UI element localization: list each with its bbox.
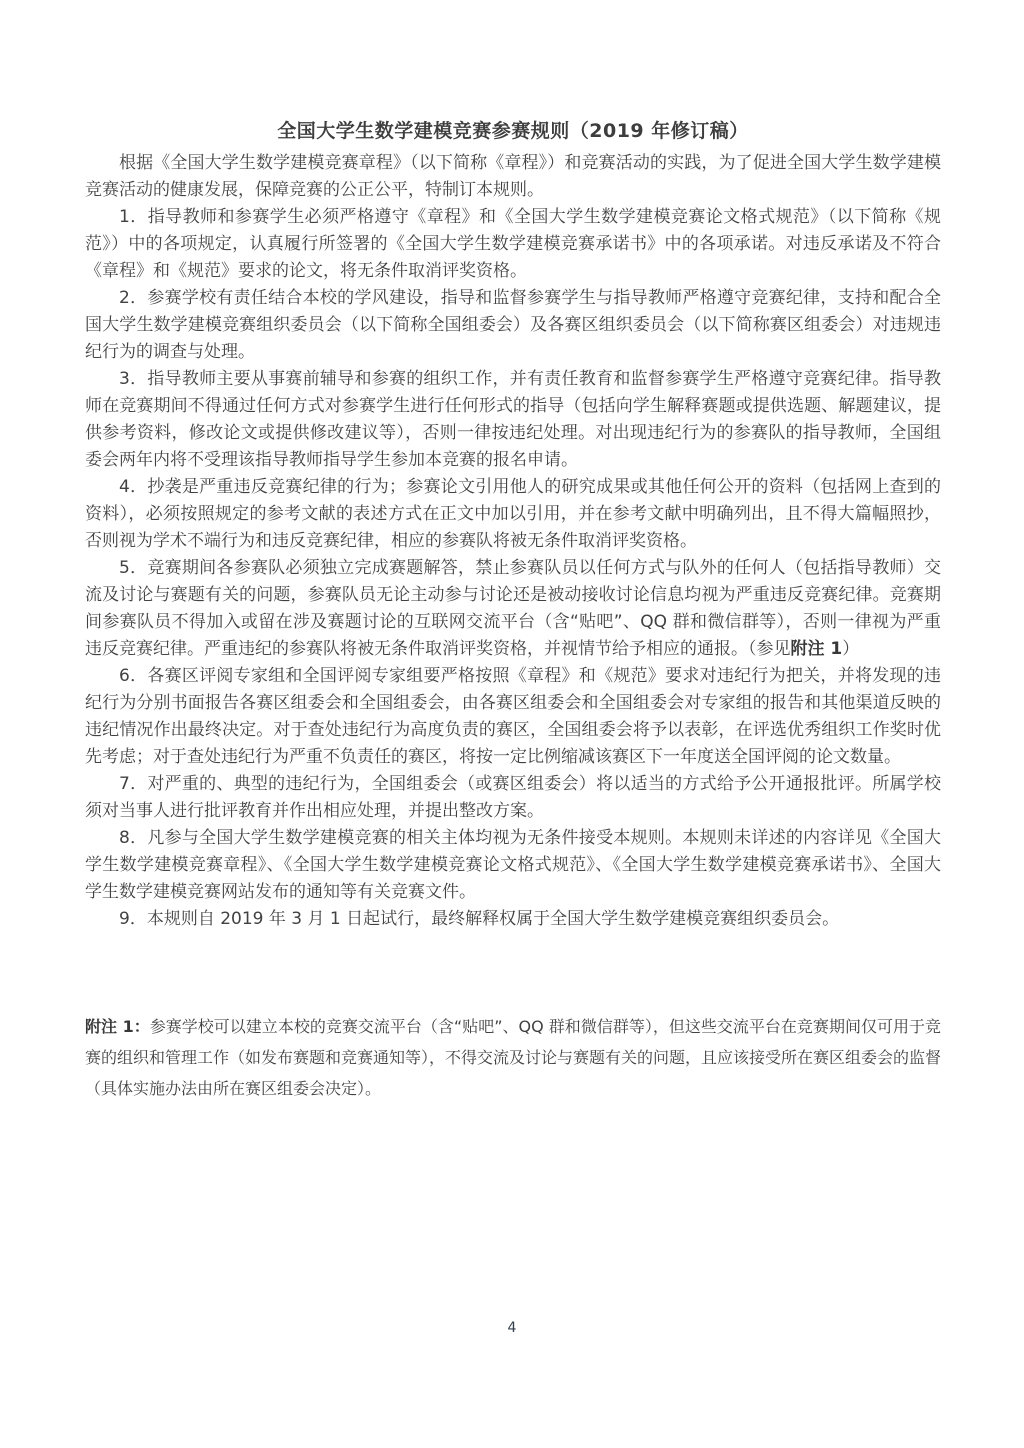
paragraph: 7．对严重的、典型的违纪行为，全国组委会（或赛区组委会）将以适当的方式给予公开通报批评。所属学校须对当事人进行批评教育并作出相应处理，并提出整改方案。 — [85, 774, 941, 821]
paragraph: 2．参赛学校有责任结合本校的学风建设，指导和监督参赛学生与指导教师严格遵守竞赛纪律，支持和配合全国大学生数学建模竞赛组织委员会（以下简称全国组委会）及各赛区组织委员会（以下简称赛区组委会）对违规违纪行为的调查与处理。 — [85, 288, 941, 362]
paragraph: 4．抄袭是严重违反竞赛纪律的行为；参赛论文引用他人的研究成果或其他任何公开的资料（包括网上查到的资料），必须按照规定的参考文献的表述方式在正文中加以引用，并在参考文献中明确列出，且不得大篇幅照抄，否则视为学术不端行为和违反竞赛纪律，相应的参赛队将被无条件取消评奖资格。 — [85, 477, 941, 551]
footnote-paragraph — [85, 1011, 941, 1104]
paragraph: 6．各赛区评阅专家组和全国评阅专家组要严格按照《章程》和《规范》要求对违纪行为把关，并将发现的违纪行为分别书面报告各赛区组委会和全国组委会，由各赛区组委会和全国组委会对专家组的报告和其他渠道反映的违纪情况作出最终决定。对于查处违纪行为高度负责的赛区，全国组委会将予以表彰，在评选优秀组织工作奖时优先考虑；对于查处违纪行为严重不负责任的赛区，将按一定比例缩减该赛区下一年度送全国评阅的论文数量。 — [85, 666, 941, 767]
paragraph: 1．指导教师和参赛学生必须严格遵守《章程》和《全国大学生数学建模竞赛论文格式规范》（以下简称《规范》）中的各项规定，认真履行所签署的《全国大学生数学建模竞赛承诺书》中的各项承诺。对违反承诺及不符合《章程》和《规范》要求的论文，将无条件取消评奖资格。 — [85, 207, 941, 281]
document-title: 全国大学生数学建模竞赛参赛规则（2019 年修订稿） — [277, 120, 749, 142]
paragraph: 8．凡参与全国大学生数学建模竞赛的相关主体均视为无条件接受本规则。本规则未详述的内容详见《全国大学生数学建模竞赛章程》、《全国大学生数学建模竞赛论文格式规范》、《全国大学生数学建模竞赛承诺书》、全国大学生数学建模竞赛网站发布的通知等有关竞赛文件。 — [85, 828, 941, 902]
paragraph: 3．指导教师主要从事赛前辅导和参赛的组织工作，并有责任教育和监督参赛学生严格遵守竞赛纪律。指导教师在竞赛期间不得通过任何方式对参赛学生进行任何形式的指导（包括向学生解释赛题或提供选题、解题建议，提供参考资料，修改论文或提供修改建议等），否则一律按违纪处理。对出现违纪行为的参赛队的指导教师，全国组委会两年内将不受理该指导教师指导学生参加本竞赛的报名申请。 — [85, 369, 941, 470]
document-content — [85, 118, 941, 1104]
paragraph: 附注 1：参赛学校可以建立本校的竞赛交流平台（含“贴吧”、QQ 群和微信群等），但这些交流平台在竞赛期间仅可用于竞赛的组织和管理工作（如发布赛题和竞赛通知等），不得交流及讨论与赛题有关的问题，且应该接受所在赛区组委会的监督（具体实施办法由所在赛区组委会决定）。 — [85, 1017, 942, 1098]
paragraph: 9．本规则自 2019 年 3 月 1 日起试行，最终解释权属于全国大学生数学建模竞赛组织委员会。 — [119, 909, 840, 929]
page-number: 4 — [507, 1320, 517, 1336]
paragraph: 根据《全国大学生数学建模竞赛章程》（以下简称《章程》）和竞赛活动的实践，为了促进全国大学生数学建模竞赛活动的健康发展，保障竞赛的公正公平，特制订本规则。 — [85, 153, 941, 200]
paragraph: 5．竞赛期间各参赛队必须独立完成赛题解答，禁止参赛队员以任何方式与队外的任何人（包括指导教师）交流及讨论与赛题有关的问题，参赛队员无论主动参与讨论还是被动接收讨论信息均视为严重违反竞赛纪律。竞赛期间参赛队员不得加入或留在涉及赛题讨论的互联网交流平台（含“贴吧”、QQ 群和微信群等），否则一律视为严重违反竞赛纪律。严重违纪的参赛队将被无条件取消评奖资格，并视情节给予相应的通报。（参见附注 1） — [85, 558, 941, 659]
document-paragraphs — [85, 150, 941, 933]
